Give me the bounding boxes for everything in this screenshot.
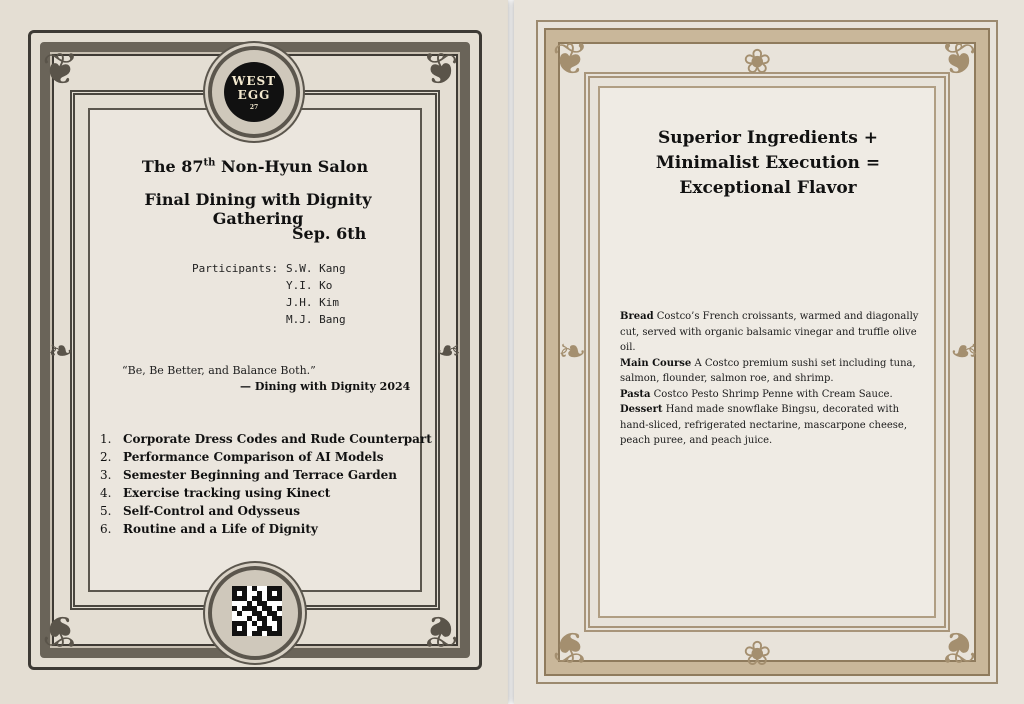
- gathering-title: Final Dining with Dignity Gathering: [144, 190, 372, 228]
- logo-medallion: [208, 46, 300, 138]
- qr-medallion: [208, 566, 302, 660]
- logo-text-number: 27: [249, 104, 259, 111]
- west-egg-logo: [224, 62, 284, 122]
- topic-item: Self-Control and Odysseus: [123, 504, 300, 518]
- logo-text-egg: EGG: [237, 88, 271, 102]
- topic-number: 6.: [100, 522, 112, 536]
- topic-number: 1.: [100, 432, 112, 446]
- corner-flourish-icon: ❦: [552, 34, 589, 85]
- salon-title: The 87th Non-Hyun Salon: [141, 157, 369, 176]
- inner-panel: [88, 108, 422, 592]
- heading-line: Superior Ingredients +: [657, 128, 879, 148]
- topic-item: Performance Comparison of AI Models: [123, 450, 384, 464]
- menu-description: Costco’s French croissants, warmed and diagonally cut, served with organic balsamic vinegar and truffle olive oil.: [620, 311, 919, 353]
- participant-name: Y.I. Ko: [286, 279, 333, 292]
- topic-item: Semester Beginning and Terrace Garden: [123, 468, 397, 482]
- menu-heading: [610, 126, 926, 201]
- corner-flourish-icon: ❦: [552, 621, 589, 672]
- qr-code-icon[interactable]: [232, 586, 282, 636]
- side-scroll-ornament-icon: ❧: [558, 332, 587, 372]
- corner-flourish-icon: ❦: [422, 44, 459, 95]
- participant-name: M.J. Bang: [286, 313, 346, 326]
- participant-name: J.H. Kim: [286, 296, 339, 309]
- quote-attribution: — Dining with Dignity 2024: [240, 380, 411, 393]
- topic-number: 2.: [100, 450, 112, 464]
- side-scroll-ornament-icon: ❧: [48, 334, 74, 369]
- logo-text-west: WEST: [231, 74, 277, 88]
- topic-item: Exercise tracking using Kinect: [123, 486, 331, 500]
- topic-item: Routine and a Life of Dignity: [123, 522, 318, 536]
- side-scroll-ornament-icon: ❧: [950, 332, 979, 372]
- event-date: Sep. 6th: [292, 224, 367, 243]
- menu-list: [620, 309, 920, 449]
- top-center-ornament-icon: ❀: [743, 42, 772, 82]
- participant-name: S.W. Kang: [286, 262, 346, 275]
- menu-category-dessert: Dessert: [620, 404, 663, 415]
- corner-flourish-icon: ❦: [42, 44, 79, 95]
- bottom-center-ornament-icon: ❀: [743, 634, 772, 674]
- topic-number: 3.: [100, 468, 112, 482]
- motto-quote: “Be, Be Better, and Balance Both.”: [122, 364, 316, 377]
- corner-flourish-icon: ❦: [940, 621, 977, 672]
- topic-item: Corporate Dress Codes and Rude Counterpart: [123, 432, 432, 446]
- corner-flourish-icon: ❦: [42, 605, 79, 656]
- side-scroll-ornament-icon: ❧: [436, 334, 462, 369]
- menu-description: A Costco premium sushi set including tuna, salmon, flounder, salmon roe, and shrimp.: [620, 357, 916, 384]
- heading-line: Exceptional Flavor: [679, 178, 857, 198]
- heading-line: Minimalist Execution =: [655, 153, 881, 173]
- menu-description: Costco Pesto Shrimp Penne with Cream Sauce.: [650, 388, 893, 400]
- menu-category-main-course: Main Course: [620, 357, 692, 369]
- participants-label: Participants:: [192, 262, 279, 275]
- corner-flourish-icon: ❦: [940, 34, 977, 85]
- menu-category-bread: Bread: [620, 311, 654, 322]
- topic-number: 4.: [100, 486, 112, 500]
- menu-description: Hand made snowflake Bingsu, decorated with hand-sliced, refrigerated nectarine, mascarpone cheese, peach puree, and peach juice.: [620, 404, 908, 446]
- menu-category-pasta: Pasta: [620, 388, 651, 400]
- topic-number: 5.: [100, 504, 112, 518]
- corner-flourish-icon: ❦: [422, 605, 459, 656]
